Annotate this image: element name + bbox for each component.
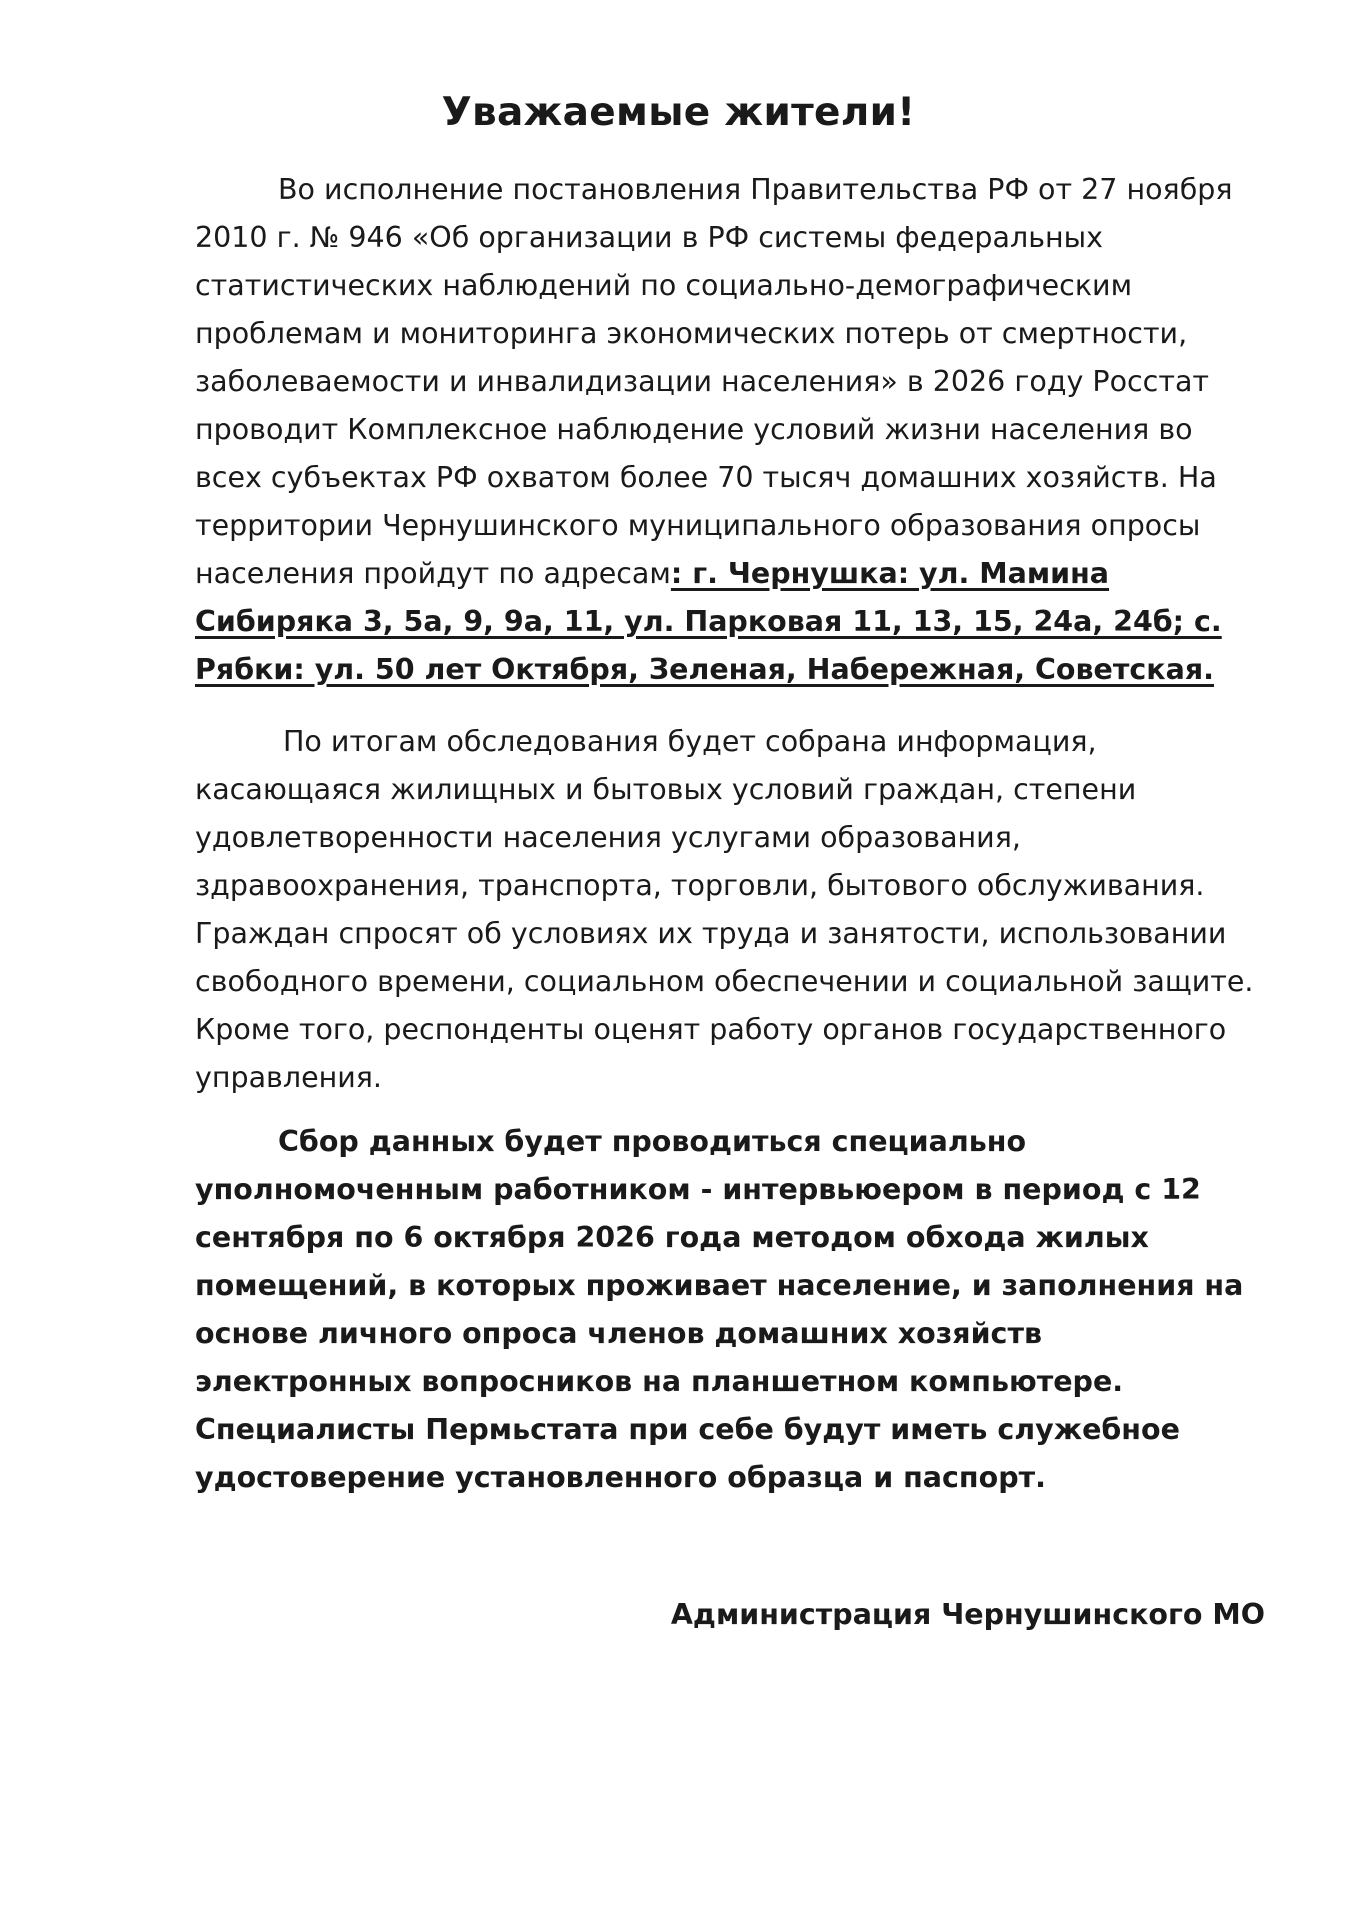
paragraph-survey-topics	[195, 718, 1265, 1102]
survey-addresses: : г. Чернушка: ул. Мамина Сибиряка 3, 5а, 9, 9а, 11, ул. Парковая 11, 13, 15, 24а, 24б; с. Рябки: ул. 50 лет Октября, Зеленая, Набережная, Советская.	[195, 557, 1222, 686]
paragraph-collection-text: Сбор данных будет проводиться специально уполномоченным работником - интервьюером в период с 12 сентября по 6 октября 2026 года методом обхода жилых помещений, в которых проживает население, и заполнения на основе личного опроса членов домашних хозяйств электронных вопросников на планшетном компьютере. Специалисты Пермьстата при себе будут иметь служебное удостоверение установленного образца и паспорт.	[195, 1125, 1244, 1494]
signature: Администрация Чернушинского МО	[670, 1598, 1265, 1631]
paragraph-data-collection	[195, 1118, 1265, 1502]
paragraph-survey-text: Во исполнение постановления Правительства РФ от 27 ноября 2010 г. № 946 «Об организации в РФ системы федеральных статистических наблюдений по социально-демографическим проблемам и мониторинга экономических потерь от смертности, заболеваемости и инвалидизации населения» в 2026 году Росстат проводит Комплексное наблюдение условий жизни населения во всех субъектах РФ охватом более 70 тысяч домашних хозяйств. На территории Чернушинского муниципального образования опросы населения пройдут по адресам	[195, 173, 1233, 590]
paragraph-topics-text: По итогам обследования будет собрана информация, касающаяся жилищных и бытовых условий граждан, степени удовлетворенности населения услугами образования, здравоохранения, транспорта, торговли, бытового обслуживания. Граждан спросят об условиях их труда и занятости, использовании свободного времени, социальном обеспечении и социальной защите. Кроме того, респонденты оценят работу органов государственного управления.	[195, 725, 1254, 1094]
notice-title: Уважаемые жители!	[441, 90, 916, 135]
paragraph-survey-announcement	[195, 166, 1265, 694]
